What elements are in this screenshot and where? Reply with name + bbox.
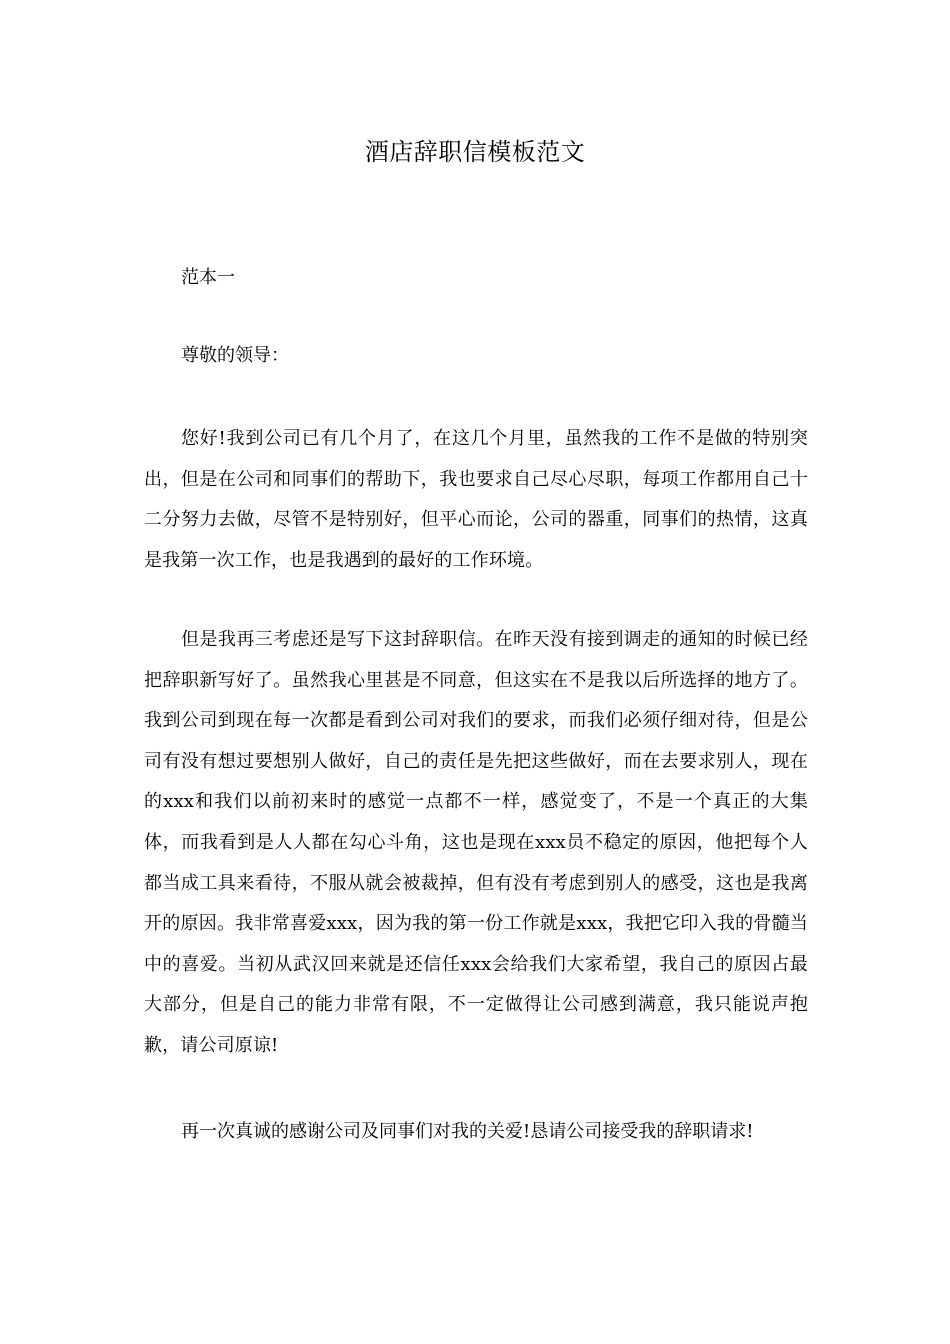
salutation: 尊敬的领导： xyxy=(181,345,289,366)
body-paragraph-2: 但是我再三考虑还是写下这封辞职信。在昨天没有接到调走的通知的时候已经把辞职新写好了。虽然我心里甚是不同意，但这实在不是我以后所选择的地方了。我到公司到现在每一次都是看到公司对我们的要求，而我们必须仔细对待，但是公司有没有想过要想别人做好，自己的责任是先把这些做好，而在去要求别人，现在的xxx和我们以前初来时的感觉一点都不一样，感觉变了，不是一个真正的大集体，而我看到是人人都在勾心斗角，这也是现在xxx员不稳定的原因，他把每个人都当成工具来看待，不服从就会被裁掉，但有没有考虑到别人的感受，这也是我离开的原因。我非常喜爱xxx，因为我的第一份工作就是xxx，我把它印入我的骨髓当中的喜爱。当初从武汉回来就是还信任xxx会给我们大家希望，我自己的原因占最大部分，但是自己的能力非常有限，不一定做得让公司感到满意，我只能说声抱歉，请公司原谅! xyxy=(144,629,808,1056)
closing-line: 再一次真诚的感谢公司及同事们对我的关爱!恳请公司接受我的辞职请求! xyxy=(181,1121,754,1142)
body-paragraph-1: 您好!我到公司已有几个月了，在这几个月里，虽然我的工作不是做的特别突出，但是在公司和同事们的帮助下，我也要求自己尽心尽职，每项工作都用自己十二分努力去做，尽管不是特别好，但平心而论，公司的器重，同事们的热情，这真是我第一次工作，也是我遇到的最好的工作环境。 xyxy=(144,428,808,571)
section-label: 范本一 xyxy=(181,267,235,288)
document-title: 酒店辞职信模板范文 xyxy=(364,138,586,166)
